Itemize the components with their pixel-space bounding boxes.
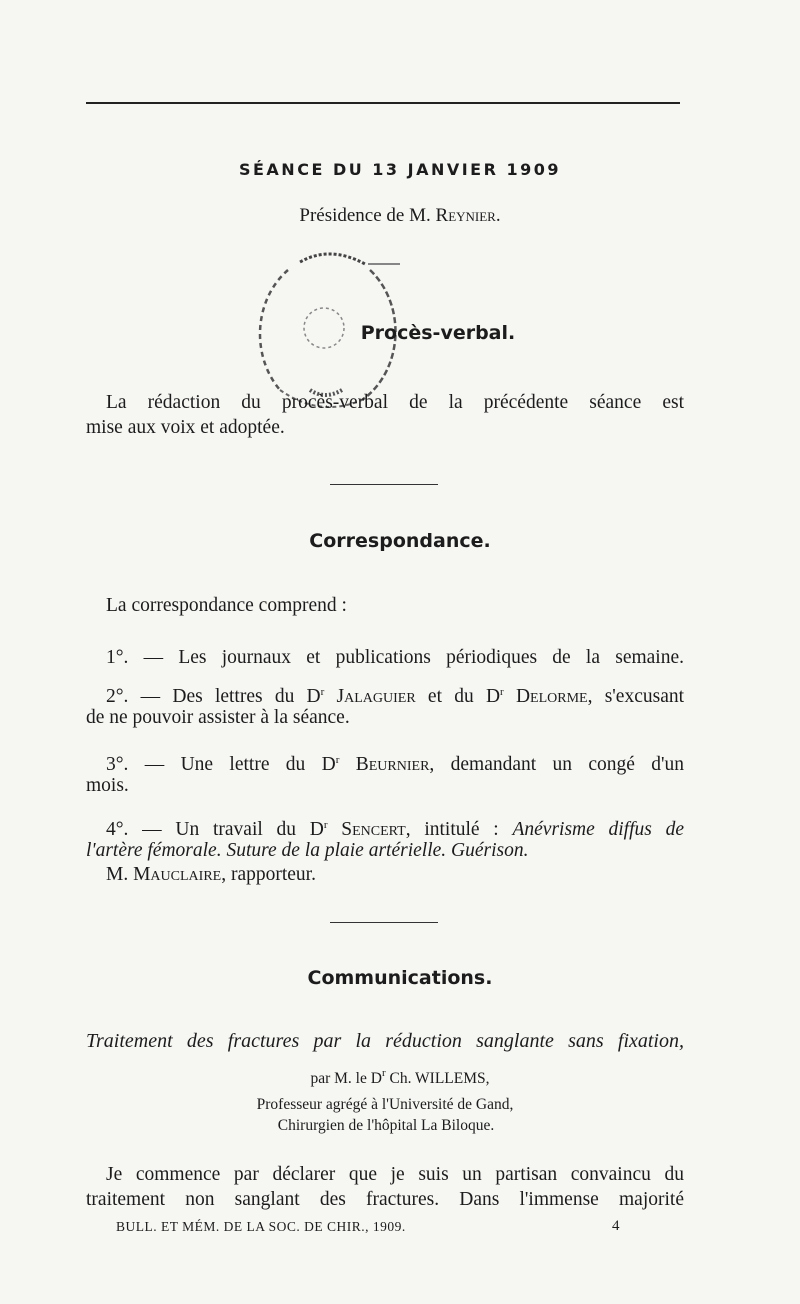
rapporteur-line: M. Mauclaire, rapporteur. [106, 864, 316, 885]
session-title: SÉANCE DU 13 JANVIER 1909 [238, 160, 562, 179]
author-affiliation-1: Professeur agrégé à l'Université de Gand, [256, 1096, 514, 1113]
body-line-1: Je commence par déclarer que je suis un partisan convaincu du [106, 1164, 684, 1185]
correspondance-item-2: 2°. — Des lettres du $D^r$ Jalaguier et du $D^r$ Delorme, s'excusant [106, 686, 685, 707]
heading-communications: Communications. [307, 967, 493, 989]
correspondance-item-3-line2: mois. [86, 775, 129, 796]
page-folio: 4 [612, 1218, 620, 1234]
section-divider [330, 922, 438, 923]
correspondance-item-4-line2: l'artère fémorale. Suture de la plaie artérielle. Guérison. [86, 840, 529, 861]
rapporteur-name: Mauclaire [133, 864, 222, 885]
article-byline: par M. le $D^r$ Ch. WILLEMS, [310, 1067, 490, 1087]
proces-verbal-line1: La rédaction du procès-verbal de la précédente séance est [106, 392, 684, 413]
author-affiliation-2: Chirurgien de l'hôpital La Biloque. [277, 1117, 495, 1134]
presidence-prefix: Présidence de M. [299, 205, 431, 226]
author-name: Delorme [515, 686, 588, 707]
work-title: Anévrisme diffus de [512, 819, 684, 840]
author-name: Jalaguier [336, 686, 416, 707]
article-title: Traitement des fractures par la réduction sanglante sans fixation, [86, 1030, 684, 1052]
correspondance-intro: La correspondance comprend : [106, 595, 347, 616]
proces-verbal-line2: mise aux voix et adoptée. [86, 417, 285, 438]
president-name: Reynier. [435, 205, 501, 226]
heading-correspondance: Correspondance. [309, 530, 491, 552]
correspondance-item-4: 4°. — Un travail du $D^r$ Sencert, intitulé : Anévrisme diffus de [106, 819, 684, 840]
author-name: Beurnier [355, 754, 430, 775]
correspondance-item-3: 3°. — Une lettre du $D^r$ Beurnier, demandant un congé d'un [106, 754, 685, 775]
top-rule [86, 102, 680, 104]
body-line-2: traitement non sanglant des fractures. Dans l'immense majorité [86, 1189, 684, 1210]
correspondance-item-1: 1°. — Les journaux et publications périodiques de la semaine. [106, 647, 684, 668]
section-divider [330, 484, 438, 485]
correspondance-item-2-line2: de ne pouvoir assister à la séance. [86, 707, 350, 728]
running-footer: BULL. ET MÉM. DE LA SOC. DE CHIR., 1909. [116, 1219, 406, 1234]
presidence-line [0, 205, 800, 227]
heading-proces-verbal: Procès-verbal. [360, 322, 516, 344]
author-name: Sencert [341, 819, 406, 840]
